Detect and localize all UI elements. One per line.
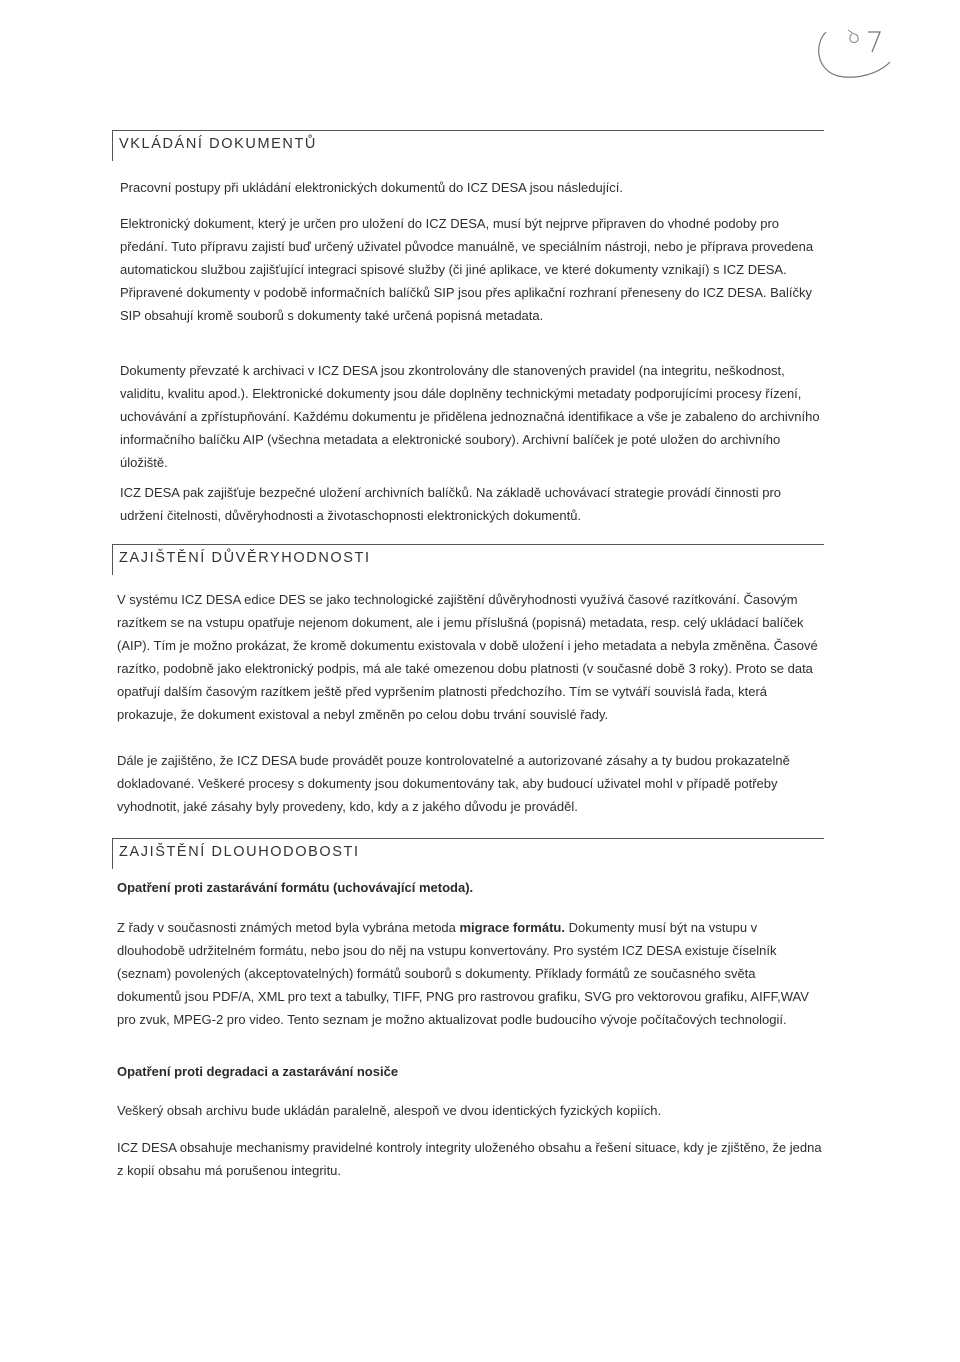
paragraph: V systému ICZ DESA edice DES se jako technologické zajištění důvěryhodnosti využívá časové razítkování. Časovým razítkem se na vstupu opatřuje nejenom dokument, ale i jemu příslušná (popisná) metadata, resp. celý ukládací balíček (AIP). Tím je možno prokázat, že kromě dokumentu existovala v době uložení i jeho metadata a nebyla změněna. Časové razítko, podobně jako elektronický podpis, má ale také omezenou dobu platnosti (v současné době 3 roky). Proto se data opatřují dalším časovým razítkem ještě před vypršením platnosti předchozího. Tím se vytváří souvislá řada, která prokazuje, že dokument existoval a nebyl změněn po celou dobu trvání souvislé řady. xyxy=(117,592,818,722)
section-header xyxy=(112,130,824,161)
section-zajisteni-dlouhodobosti xyxy=(112,838,824,869)
paragraph: ICZ DESA obsahuje mechanismy pravidelné kontroly integrity uloženého obsahu a řešení situace, kdy je zjištěno, že jedna z kopií obsahu má porušenou integritu. xyxy=(117,1140,822,1178)
paragraph-text: Dokumenty musí být na vstupu v dlouhodobě udržitelném formátu, nebo jsou do něj na vstupu konvertovány. Pro systém ICZ DESA existuje číselník (seznam) povolených (akceptovatelných) formátů souborů s dokumenty. Příklady formátů ze současného světa dokumentů jsou PDF/A, XML pro text a tabulky, TIFF, PNG pro rastrovou grafiku, SVG pro vektorovou grafiku, AIFF,WAV pro zvuk, MPEG-2 pro video. Tento seznam je možno aktualizovat podle budoucího vývoje počítačových technologií. xyxy=(117,920,809,1027)
subheading-media-degradation: Opatření proti degradaci a zastarávání nosiče xyxy=(117,1064,399,1079)
section-zajisteni-duveryhodnosti xyxy=(112,544,824,575)
section-vkladani-dokumentu xyxy=(112,130,824,161)
section-title: VKLÁDÁNÍ DOKUMENTŮ xyxy=(119,136,317,152)
section-header xyxy=(112,544,824,575)
paragraph: ICZ DESA pak zajišťuje bezpečné uložení archivních balíčků. Na základě uchovávací strategie provádí činnosti pro udržení čitelnosti, důvěryhodnosti a životaschopnosti elektronických dokumentů. xyxy=(120,485,782,523)
paragraph-migration xyxy=(117,916,823,1031)
section-title: ZAJIŠTĚNÍ DLOUHODOBOSTI xyxy=(119,844,360,860)
paragraph: Dokumenty převzaté k archivaci v ICZ DESA jsou zkontrolovány dle stanovených pravidel (na integritu, neškodnost, validitu, kvalitu apod.). Elektronické dokumenty jsou dále doplněny technickými metadaty podporujícími procesy řízení, uchovávání a zpřístupňování. Každému dokumentu je přidělena jednoznačná identifikace a vše je zabaleno do archivního informačního balíčku AIP (všechna metadata a elektronické soubory). Archivní balíček je poté uložen do archivního úložiště. xyxy=(120,363,820,470)
subheading-format-obsolescence: Opatření proti zastarávání formátu (uchovávající metoda). xyxy=(117,880,474,895)
paragraph: Elektronický dokument, který je určen pro uložení do ICZ DESA, musí být nejprve připraven do vhodné podoby pro předání. Tuto přípravu zajistí buď určený uživatel původce manuálně, ve speciálním nástroji, nebo je příprava provedena automatickou službou zajišťující integraci spisové služby (či jiné aplikace, ve které dokumenty vznikají) s ICZ DESA. Připravené dokumenty v podobě informačních balíčků SIP jsou přes aplikační rozhraní přeneseny do ICZ DESA. Balíčky SIP obsahují kromě souborů s dokumenty také určená popisná metadata. xyxy=(120,216,814,323)
handwritten-page-number-mark xyxy=(808,22,898,84)
paragraph: Veškerý obsah archivu bude ukládán paralelně, alespoň ve dvou identických fyzických kopiích. xyxy=(117,1103,662,1118)
section-header xyxy=(112,838,824,869)
paragraph-text: Z řady v současnosti známých metod byla vybrána metoda xyxy=(117,920,460,935)
paragraph-bold-text: migrace formátu. xyxy=(459,920,565,935)
section-title: ZAJIŠTĚNÍ DŮVĚRYHODNOSTI xyxy=(119,550,371,566)
paragraph: Pracovní postupy při ukládání elektronických dokumentů do ICZ DESA jsou následující. xyxy=(120,180,623,195)
paragraph: Dále je zajištěno, že ICZ DESA bude provádět pouze kontrolovatelné a autorizované zásahy a ty budou prokazatelně dokladované. Veškeré procesy s dokumenty jsou dokumentovány tak, aby budoucí uživatel mohl v případě potřeby vyhodnotit, jaké zásahy byly provedeny, kdo, kdy a z jakého důvodu je prováděl. xyxy=(117,753,790,814)
